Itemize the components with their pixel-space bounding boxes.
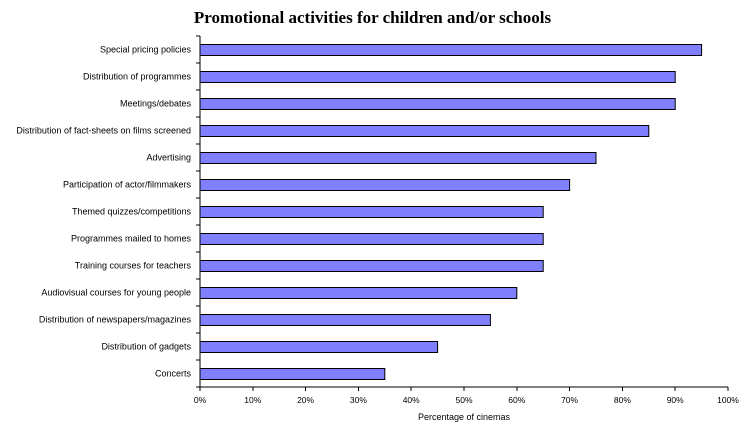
bar (200, 180, 570, 191)
x-tick-label: 80% (613, 395, 631, 405)
category-label: Distribution of fact-sheets on films screened (16, 125, 191, 136)
x-tick-label: 70% (561, 395, 579, 405)
bar (200, 342, 438, 353)
chart-title: Promotional activities for children and/or schools (193, 8, 552, 27)
x-tick-label: 100% (717, 395, 739, 405)
x-tick-label: 30% (349, 395, 367, 405)
category-label: Special pricing policies (99, 44, 191, 55)
x-tick-label: 40% (402, 395, 420, 405)
bar (200, 126, 649, 137)
bar (200, 234, 543, 245)
x-tick-label: 50% (455, 395, 473, 405)
category-label: Programmes mailed to homes (70, 233, 191, 244)
bar (200, 99, 675, 110)
category-label: Advertising (146, 152, 191, 163)
category-label: Training courses for teachers (74, 260, 191, 271)
category-label: Participation of actor/filmmakers (62, 179, 191, 190)
x-tick-label: 60% (508, 395, 526, 405)
x-tick-label: 20% (297, 395, 315, 405)
bar (200, 153, 596, 164)
category-label: Meetings/debates (119, 98, 191, 109)
x-axis-label: Percentage of cinemas (417, 412, 511, 422)
bar (200, 207, 543, 218)
category-label: Distribution of programmes (82, 71, 191, 82)
bar (200, 261, 543, 272)
x-tick-label: 90% (666, 395, 684, 405)
bar (200, 72, 675, 83)
bar (200, 45, 702, 56)
bar (200, 288, 517, 299)
x-tick-label: 0% (193, 395, 207, 405)
category-label: Distribution of newspapers/magazines (38, 314, 191, 325)
x-tick-label: 10% (244, 395, 262, 405)
bar (200, 369, 385, 380)
category-label: Concerts (154, 368, 191, 379)
category-label: Audiovisual courses for young people (41, 287, 191, 298)
category-label: Themed quizzes/competitions (71, 206, 191, 217)
bar (200, 315, 490, 326)
category-label: Distribution of gadgets (101, 341, 191, 352)
